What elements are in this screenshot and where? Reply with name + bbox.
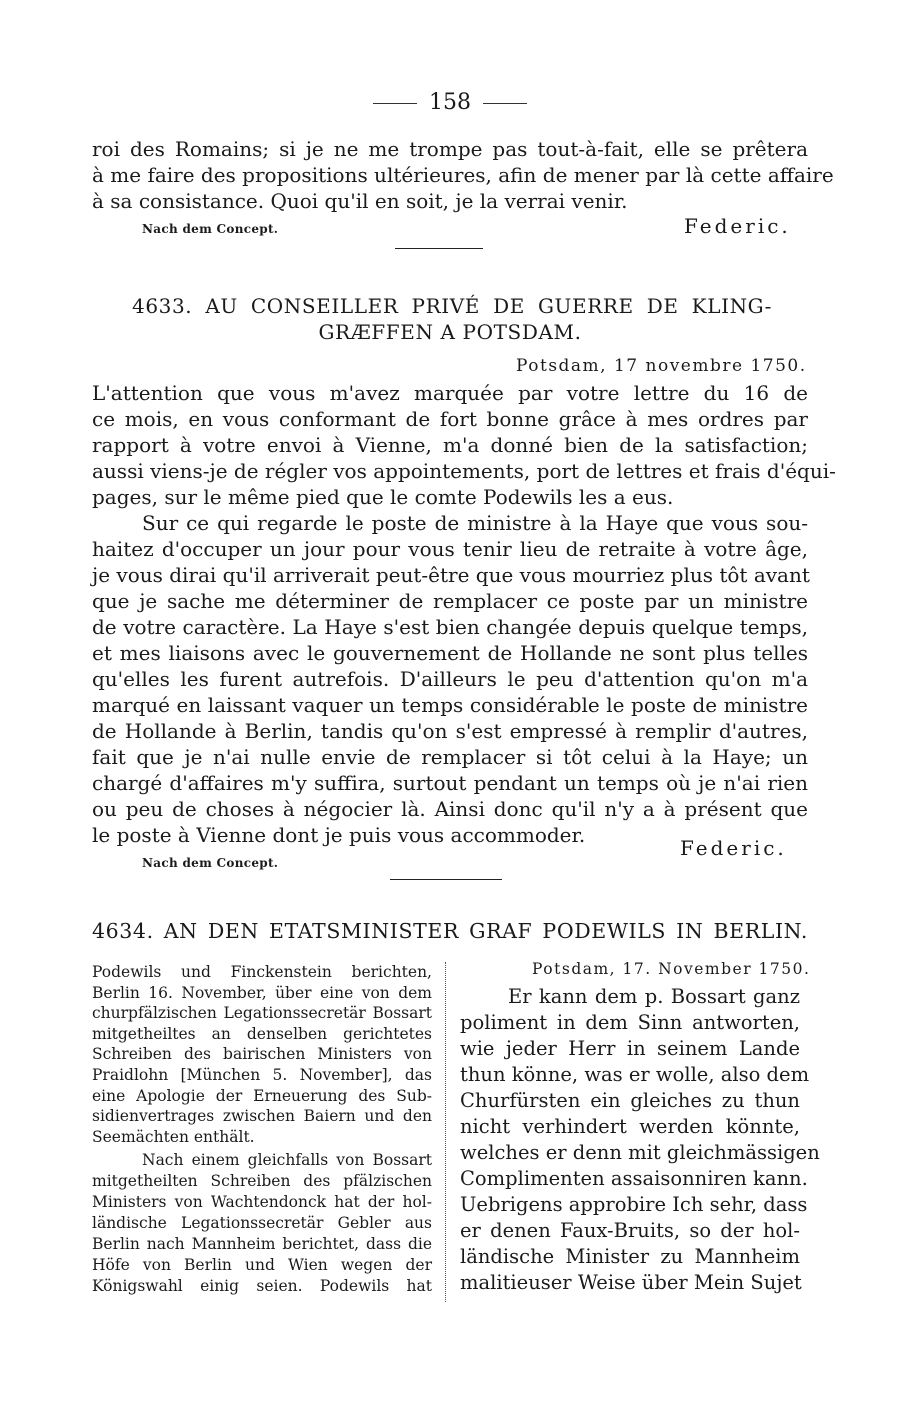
summary-line: mitgetheilten Schreiben des pfälzischen xyxy=(92,1172,432,1190)
source-note: Nach dem Concept. xyxy=(142,856,279,870)
text-line: et mes liaisons avec le gouvernement de Hollande ne sont plus telles xyxy=(92,641,808,665)
text-line: L'attention que vous m'avez marquée par votre lettre du 16 de xyxy=(92,381,808,405)
text-line: je vous dirai qu'il arriverait peut-être que vous mourriez plus tôt avant xyxy=(92,563,810,587)
page-number-text: 158 xyxy=(429,90,471,115)
source-note: Nach dem Concept. xyxy=(142,222,279,236)
text-line: ländische Minister zu Mannheim xyxy=(460,1245,800,1268)
text-line: qu'elles les furent autrefois. D'ailleurs le peu d'attention qu'on m'a xyxy=(92,667,808,691)
text-line: wie jeder Herr in seinem Lande xyxy=(460,1037,800,1060)
summary-line: mitgetheiltes an denselben gerichtetes xyxy=(92,1025,432,1043)
summary-line: Podewils und Finckenstein berichten, xyxy=(92,963,432,981)
page-number xyxy=(0,88,900,118)
section-divider xyxy=(395,248,483,249)
summary-line: Seemächten enthält. xyxy=(92,1128,255,1146)
summary-line: Berlin nach Mannheim berichtet, dass die xyxy=(92,1235,432,1253)
text-line: marqué en laissant vaquer un temps considérable le poste de ministre xyxy=(92,693,808,717)
text-line: nicht verhindert werden könnte, xyxy=(460,1115,800,1138)
summary-line: Praidlohn [München 5. November], das xyxy=(92,1066,432,1084)
summary-line: Ministers von Wachtendonck hat der hol- xyxy=(92,1193,432,1211)
letter-heading: 4633. AU CONSEILLER PRIVÉ DE GUERRE DE KLING- xyxy=(132,294,772,318)
summary-line: sidienvertrages zwischen Baiern und den xyxy=(92,1107,432,1125)
signature: Federic. xyxy=(684,214,791,238)
text-line: Er kann dem p. Bossart ganz xyxy=(508,985,800,1008)
text-line: rapport à votre envoi à Vienne, m'a donné bien de la satisfaction; xyxy=(92,433,808,457)
summary-line: ländische Legationssecretär Gebler aus xyxy=(92,1214,432,1232)
text-line: Churfürsten ein gleiches zu thun xyxy=(460,1089,800,1112)
text-line: chargé d'affaires m'y suffira, surtout pendant un temps où je n'ai rien xyxy=(92,771,808,795)
text-line: de votre caractère. La Haye s'est bien changée depuis quelque temps, xyxy=(92,615,808,639)
text-line: Sur ce qui regarde le poste de ministre à la Haye que vous sou- xyxy=(142,511,808,535)
summary-line: Berlin 16. November, über eine von dem xyxy=(92,984,432,1002)
letter-heading: 4634. AN DEN ETATSMINISTER GRAF PODEWILS IN BERLIN. xyxy=(92,919,808,943)
text-line: aussi viens-je de régler vos appointements, port de lettres et frais d'équi- xyxy=(92,459,836,483)
dateline: Potsdam, 17 novembre 1750. xyxy=(516,356,807,376)
text-line: ce mois, en vous conformant de fort bonne grâce à mes ordres par xyxy=(92,407,808,431)
summary-line: Nach einem gleichfalls von Bossart xyxy=(142,1151,432,1169)
text-line: le poste à Vienne dont je puis vous accommoder. xyxy=(92,823,586,847)
summary-line: churpfälzischen Legationssecretär Bossart xyxy=(92,1004,432,1022)
dateline: Potsdam, 17. November 1750. xyxy=(532,960,811,978)
letter-heading-continued: GRÆFFEN A POTSDAM. xyxy=(318,320,582,344)
text-line: Uebrigens approbire Ich sehr, dass xyxy=(460,1193,808,1216)
text-line: Complimenten assaisonniren kann. xyxy=(460,1167,808,1190)
text-line: welches er denn mit gleichmässigen xyxy=(460,1141,820,1164)
text-line: malitieuser Weise über Mein Sujet xyxy=(460,1271,802,1294)
text-line: que je sache me déterminer de remplacer ce poste par un ministre xyxy=(92,589,808,613)
summary-line: Königswahl einig seien. Podewils hat xyxy=(92,1277,432,1295)
column-divider xyxy=(445,962,446,1302)
text-line: poliment in dem Sinn antworten, xyxy=(460,1011,800,1034)
summary-line: eine Apologie der Erneuerung des Sub- xyxy=(92,1087,432,1105)
text-line: pages, sur le même pied que le comte Podewils les a eus. xyxy=(92,485,674,509)
text-line: ou peu de choses à négocier là. Ainsi donc qu'il n'y a à présent que xyxy=(92,797,808,821)
text-line: haitez d'occuper un jour pour vous tenir lieu de retraite à votre âge, xyxy=(92,537,808,561)
text-line: à me faire des propositions ultérieures, afin de mener par là cette affaire xyxy=(92,163,834,187)
signature: Federic. xyxy=(680,836,787,860)
text-line: fait que je n'ai nulle envie de remplacer si tôt celui à la Haye; un xyxy=(92,745,808,769)
header-dash-right xyxy=(483,103,527,104)
summary-line: Höfe von Berlin und Wien wegen der xyxy=(92,1256,432,1274)
text-line: de Hollande à Berlin, tandis qu'on s'est empressé à remplir d'autres, xyxy=(92,719,808,743)
section-divider xyxy=(390,879,502,880)
header-dash-left xyxy=(373,103,417,104)
text-line: à sa consistance. Quoi qu'il en soit, je la verrai venir. xyxy=(92,189,628,213)
summary-line: Schreiben des bairischen Ministers von xyxy=(92,1045,432,1063)
text-line: thun könne, was er wolle, also dem xyxy=(460,1063,810,1086)
text-line: er denen Faux-Bruits, so der hol- xyxy=(460,1219,800,1242)
text-line: roi des Romains; si je ne me trompe pas tout-à-fait, elle se prêtera xyxy=(92,137,808,161)
